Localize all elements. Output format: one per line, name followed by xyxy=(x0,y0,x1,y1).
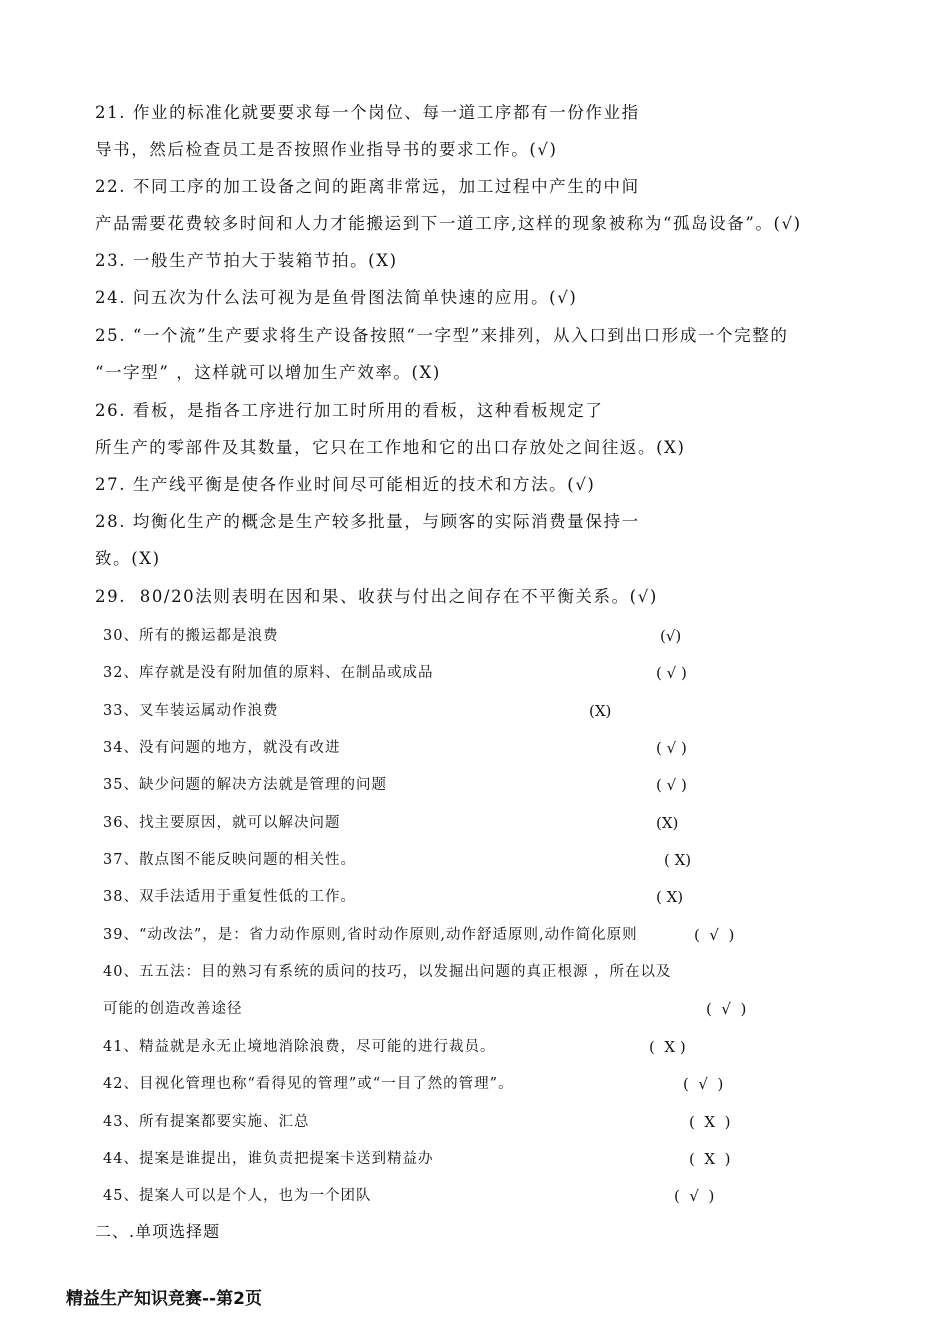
item-answer: ( √ ) xyxy=(656,664,687,682)
item-answer: ( X ) xyxy=(649,1038,686,1056)
tf-line: 产品需要花费较多时间和人力才能搬运到下一道工序,这样的现象被称为“孤岛设备”。(√) xyxy=(95,214,802,233)
item-text: 45、提案人可以是个人，也为一个团队 xyxy=(103,1188,372,1204)
tf-line: 28. 均衡化生产的概念是生产较多批量，与顾客的实际消费量保持一 xyxy=(95,512,640,531)
item-text: 41、精益就是永无止境地消除浪费，尽可能的进行裁员。 xyxy=(103,1039,496,1055)
item-text: 34、没有问题的地方，就没有改进 xyxy=(103,740,341,756)
item-answer: ( √ ) xyxy=(694,926,735,944)
item-text: 42、目视化管理也称“看得见的管理”或“一目了然的管理”。 xyxy=(103,1076,514,1092)
item-text: 30、所有的搬运都是浪费 xyxy=(103,628,279,644)
item-answer: ( √ ) xyxy=(656,776,687,794)
tf-line: “一字型” ，这样就可以增加生产效率。(X) xyxy=(95,363,441,382)
tf-line: 致。(X) xyxy=(95,549,161,568)
tf-line: 29. 80/20法则表明在因和果、收获与付出之间存在不平衡关系。(√) xyxy=(95,587,658,606)
tf-line: 23. 一般生产节拍大于装箱节拍。(X) xyxy=(95,251,398,270)
section-heading: 二、.单项选择题 xyxy=(95,1222,221,1241)
item-answer: ( X ) xyxy=(689,1113,731,1131)
item-text: 40、五五法：目的熟习有系统的质问的技巧，以发掘出问题的真正根源 ，所在以及 xyxy=(103,964,672,980)
tf-line: 22. 不同工序的加工设备之间的距离非常远，加工过程中产生的中间 xyxy=(95,177,640,196)
item-text: 35、缺少问题的解决方法就是管理的问题 xyxy=(103,777,387,793)
item-answer: ( √ ) xyxy=(706,1000,747,1018)
item-text: 39、“动改法”，是：省力动作原则,省时动作原则,动作舒适原则,动作简化原则 xyxy=(103,927,638,943)
tf-line: 27. 生产线平衡是使各作业时间尽可能相近的技术和方法。(√) xyxy=(95,475,596,494)
page-footer: 精益生产知识竞赛--第2页 xyxy=(66,1289,262,1309)
item-answer: (X) xyxy=(656,814,679,832)
item-answer: ( X ) xyxy=(689,1150,731,1168)
item-answer: ( X) xyxy=(664,851,692,869)
item-text: 43、所有提案都要实施、汇总 xyxy=(103,1114,310,1130)
item-text: 38、双手法适用于重复性低的工作。 xyxy=(103,889,356,905)
tf-line: 26. 看板，是指各工序进行加工时所用的看板，这种看板规定了 xyxy=(95,401,604,420)
item-answer: ( X) xyxy=(656,888,684,906)
tf-line: 所生产的零部件及其数量，它只在工作地和它的出口存放处之间往返。(X) xyxy=(95,438,686,457)
item-text: 36、找主要原因，就可以解决问题 xyxy=(103,815,341,831)
item-answer: ( √ ) xyxy=(683,1075,724,1093)
tf-line: 25. “一个流”生产要求将生产设备按照“一字型”来排列，从入口到出口形成一个完整的 xyxy=(95,326,789,345)
item-answer: ( √ ) xyxy=(674,1187,715,1205)
tf-line: 21. 作业的标准化就要要求每一个岗位、每一道工序都有一份作业指 xyxy=(95,103,640,122)
item-answer: ( √ ) xyxy=(656,739,687,757)
item-text: 37、散点图不能反映问题的相关性。 xyxy=(103,852,356,868)
item-answer: (X) xyxy=(589,702,612,720)
tf-line: 24. 问五次为什么法可视为是鱼骨图法简单快速的应用。(√) xyxy=(95,288,578,307)
item-text: 可能的创造改善途径 xyxy=(103,1001,243,1017)
item-text: 33、叉车装运属动作浪费 xyxy=(103,703,279,719)
item-answer: (√) xyxy=(660,627,682,645)
item-text: 44、提案是谁提出，谁负责把提案卡送到精益办 xyxy=(103,1151,434,1167)
item-text: 32、库存就是没有附加值的原料、在制品或成品 xyxy=(103,665,434,681)
tf-line: 导书，然后检查员工是否按照作业指导书的要求工作。(√) xyxy=(95,140,558,159)
